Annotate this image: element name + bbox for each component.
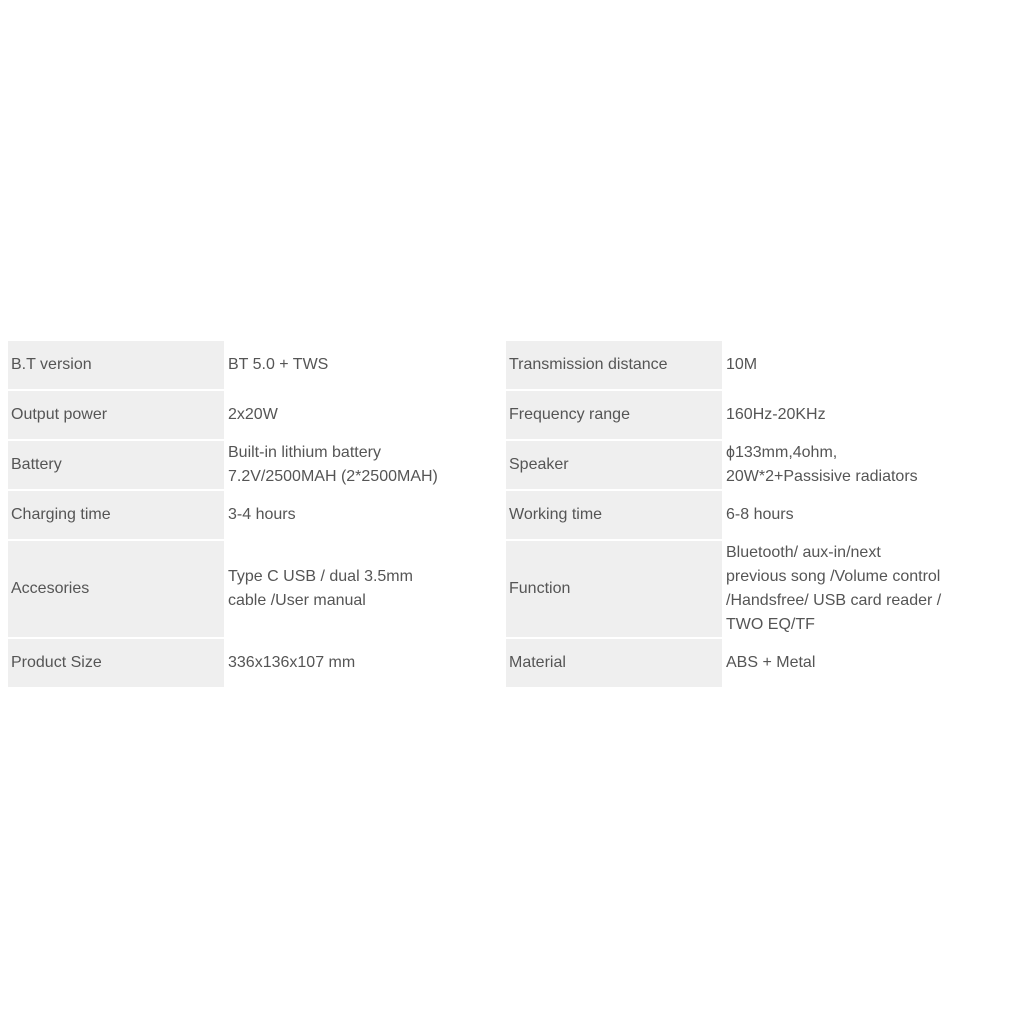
spec-row <box>506 441 1012 491</box>
spec-label: Speaker <box>506 441 722 491</box>
spec-label: Output power <box>8 391 224 441</box>
spec-row <box>506 341 1012 391</box>
spec-value: ABS + Metal <box>722 639 1012 689</box>
spec-value: ϕ133mm,4ohm, 20W*2+Passisive radiators <box>722 441 1012 491</box>
spec-label: Charging time <box>8 491 224 541</box>
spec-label: Working time <box>506 491 722 541</box>
spec-label: Frequency range <box>506 391 722 441</box>
spec-value: 3-4 hours <box>224 491 494 541</box>
spec-table-right <box>506 341 1012 689</box>
spec-label: Accesories <box>8 541 224 639</box>
spec-row <box>8 391 494 441</box>
spec-value: 10M <box>722 341 1012 391</box>
spec-row <box>8 491 494 541</box>
spec-value: Built-in lithium battery 7.2V/2500MAH (2*2500MAH) <box>224 441 494 491</box>
spec-row <box>506 391 1012 441</box>
spec-row <box>8 341 494 391</box>
spec-label: B.T version <box>8 341 224 391</box>
spec-label: Function <box>506 541 722 639</box>
spec-value: 2x20W <box>224 391 494 441</box>
spec-label: Product Size <box>8 639 224 689</box>
spec-value: BT 5.0 + TWS <box>224 341 494 391</box>
spec-label: Transmission distance <box>506 341 722 391</box>
spec-value: 336x136x107 mm <box>224 639 494 689</box>
spec-value: Type C USB / dual 3.5mm cable /User manual <box>224 541 494 639</box>
spec-table-left <box>8 341 494 689</box>
spec-value: Bluetooth/ aux-in/next previous song /Volume control /Handsfree/ USB card reader / TWO EQ/TF <box>722 541 1012 639</box>
spec-row <box>8 639 494 689</box>
spec-row <box>506 541 1012 639</box>
spec-row <box>506 491 1012 541</box>
spec-row <box>8 441 494 491</box>
spec-value: 160Hz-20KHz <box>722 391 1012 441</box>
spec-label: Material <box>506 639 722 689</box>
spec-row <box>8 541 494 639</box>
spec-row <box>506 639 1012 689</box>
spec-value: 6-8 hours <box>722 491 1012 541</box>
spec-label: Battery <box>8 441 224 491</box>
